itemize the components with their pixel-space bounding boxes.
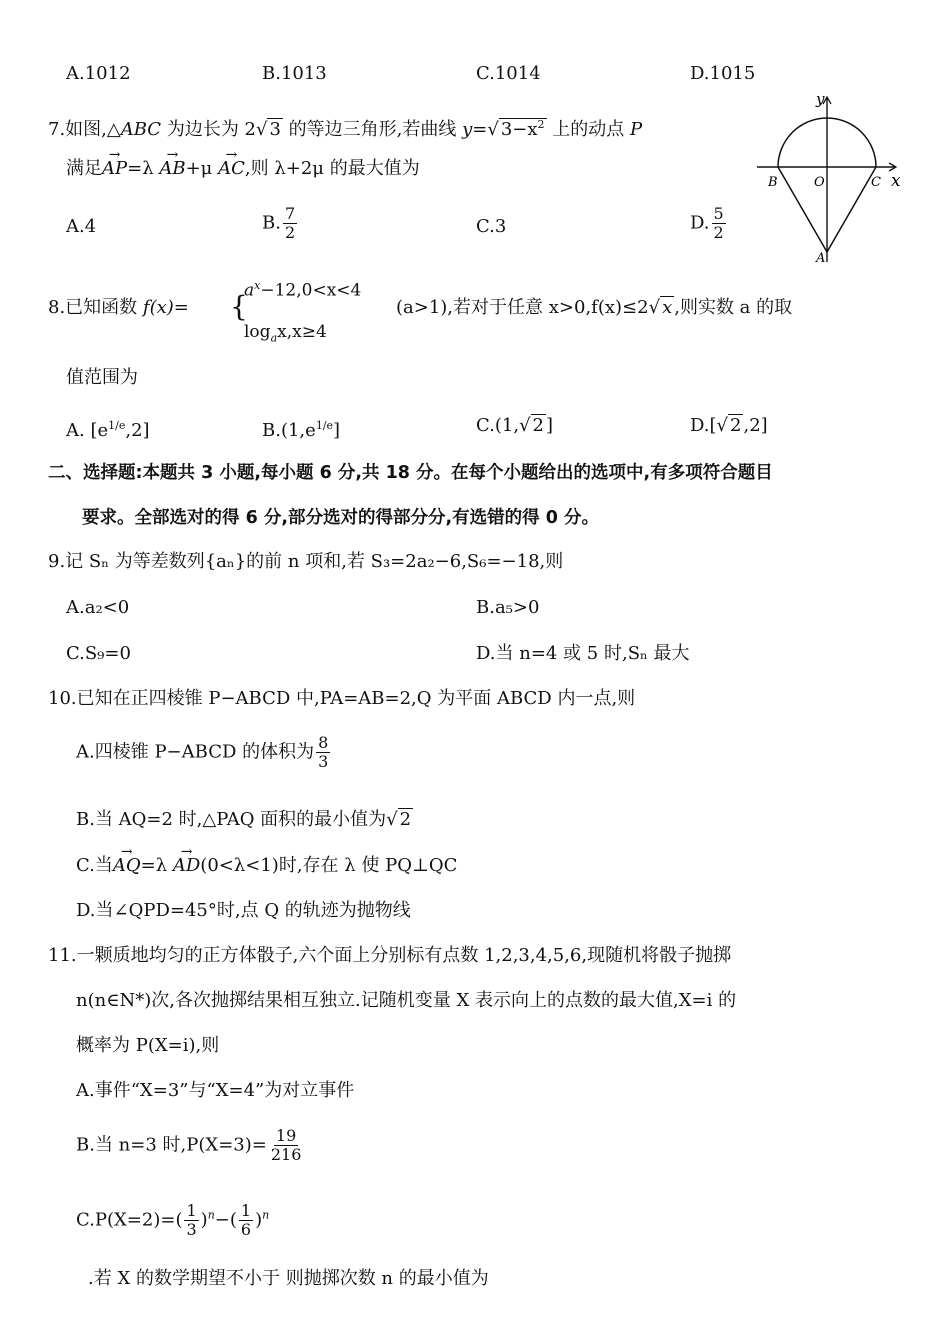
q7-option-c: C.3 [476,216,507,237]
label-o: O [814,175,825,190]
section2-heading-line1: 二、选择题:本题共 3 小题,每小题 6 分,共 18 分。在每个小题给出的选项中,有多项符合题目 [48,463,773,483]
q9-option-a: A.a₂<0 [66,597,130,618]
q8-stem-line2: 值范围为 [66,367,138,388]
q7-stem-line2: 满足→ AP=λ → AB+μ → AC,则 λ+2μ 的最大值为 [66,157,420,181]
q8-stem-line1: 8.已知函数 f(x)= [48,297,189,318]
label-a: A [816,251,826,264]
q8-stem-line1-suffix: (a>1),若对于任意 x>0,f(x)≤2√ x ,则实数 a 的取 [396,297,793,318]
q9-option-c: C.S₉=0 [66,643,131,664]
q11-option-a: A.事件“X=3”与“X=4”为对立事件 [76,1080,355,1101]
q6-option-a: A.1012 [66,63,131,84]
q6-option-d: D.1015 [690,63,756,84]
q7-figure [755,92,905,264]
q10-option-c: C.当→ AQ=λ → AD(0<λ<1)时,存在 λ 使 PQ⊥QC [76,854,457,878]
q9-option-d: D.当 n=4 或 5 时,Sₙ 最大 [476,643,690,664]
label-c: C [871,175,881,190]
q8-case2: $\log_ax,x\ge 4$ [244,322,327,345]
label-b: B [768,175,778,190]
q9-option-b: B.a₅>0 [476,597,540,618]
q11-stem-line3: 概率为 P(X=i),则 [76,1035,220,1056]
q10-option-b: B.当 AQ=2 时,△PAQ 面积的最小值为√ 2 [76,809,412,830]
q8-option-b: $B.(1,e^{1/e}]$ [262,419,341,441]
q7-option-d: D. $\frac{5}{2}$ [690,204,724,242]
q8-option-a: A. $[e^{1/e},2]$ [66,419,150,441]
q11-option-d: .若 X 的数学期望不小于 则抛掷次数 n 的最小值为 [88,1268,489,1289]
q8-option-d: D.[√ 2 ,2] [690,415,768,436]
label-x: x [891,171,901,191]
q10-option-a: A.四棱锥 P−ABCD 的体积为 $\frac{8}{3}$ [76,733,329,771]
q10-stem: 10.已知在正四棱锥 P−ABCD 中,PA=AB=2,Q 为平面 ABCD 内一点,则 [48,688,636,709]
section2-heading-line2: 要求。全部选对的得 6 分,部分选对的得部分分,有选错的得 0 分。 [82,508,600,528]
q6-option-c: C.1014 [476,63,541,84]
q11-stem-line2: n(n∈N*)次,各次抛掷结果相互独立.记随机变量 X 表示向上的点数的最大值,X=i 的 [76,990,737,1011]
q7-option-b: B. $\frac{7}{2}$ [262,204,296,242]
q10-option-d: D.当∠QPD=45°时,点 Q 的轨迹为抛物线 [76,900,411,921]
q11-stem-line1: 11.一颗质地均匀的正方体骰子,六个面上分别标有点数 1,2,3,4,5,6,现随机将骰子抛掷 [48,945,732,966]
q8-case1: $a^x-12,0<x<4$ [244,279,362,301]
q6-option-b: B.1013 [262,63,327,84]
q7-stem-line1: 7.如图,△ABC 为边长为 2√ 3 的等边三角形,若曲线 y=√ $3-x^2$ 上的动点 P [48,118,643,140]
q8-option-c: C.(1,√ 2 ] [476,415,554,436]
q7-option-a: A.4 [66,216,97,237]
label-y: y [816,92,825,108]
q11-option-c: C.P(X=2)=( $\frac{1}{3}$ )$^n$−( $\frac{1}{6}$ )$^n$ [76,1201,270,1239]
q9-stem: 9.记 Sₙ 为等差数列{aₙ}的前 n 项和,若 S₃=2a₂−6,S₆=−18,则 [48,551,564,572]
q11-option-b: B.当 n=3 时,P(X=3)= $\frac{19}{216}$ [76,1126,302,1164]
q8-brace: { [230,290,248,323]
